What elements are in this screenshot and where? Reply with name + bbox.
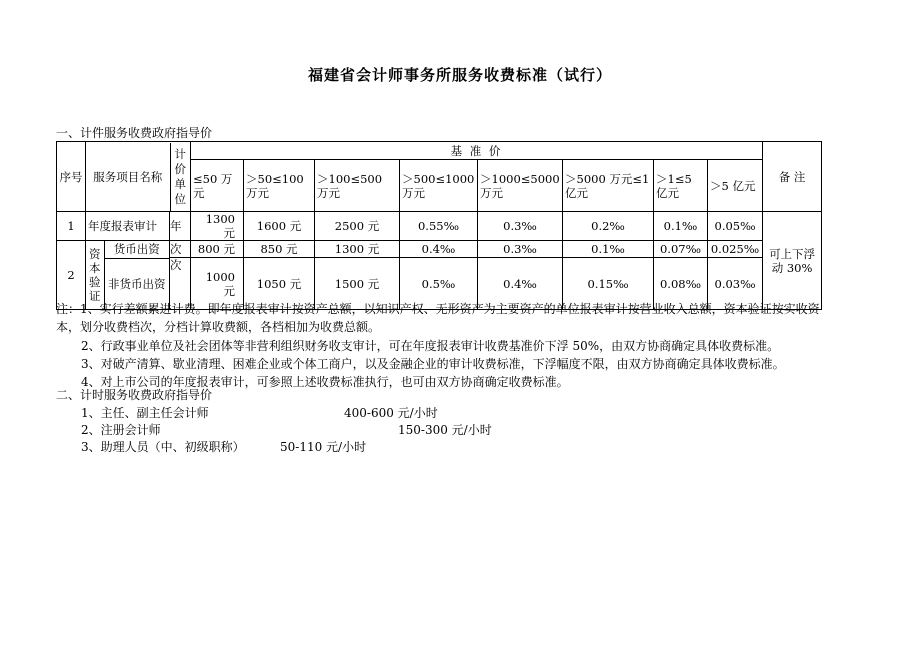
price-cell: 0.07‰: [654, 241, 708, 258]
note-item: 3、对破产清算、歇业清理、困难企业或个体工商户，以及金融企业的审计收费标准，下浮幅度不限，由双方协商确定具体收费标准。: [81, 356, 785, 371]
header-row-1: [57, 142, 822, 160]
tier-header: ＞1≤5 亿元: [654, 160, 708, 212]
tier-header: ＞5000 万元≤1 亿元: [563, 160, 654, 212]
row-seq: 1: [57, 212, 86, 241]
table-row: [57, 241, 822, 258]
remark-cell: 可上下浮动 30%: [763, 212, 822, 310]
row-unit: 次: [170, 258, 191, 310]
note-item: 4、对上市公司的年度报表审计，可参照上述收费标准执行，也可由双方协商确定收费标准。: [81, 375, 569, 390]
row-item: 年度报表审计: [86, 212, 170, 241]
price-cell: 1050 元: [244, 258, 315, 310]
tier-header: ＞50≤100 万元: [244, 160, 315, 212]
price-cell: 1000 元: [191, 258, 244, 310]
page-title: 福建省会计师事务所服务收费标准（试行）: [307, 66, 612, 84]
row-item: 非货币出资: [108, 276, 166, 291]
tier-header: ＞100≤500 万元: [315, 160, 400, 212]
header-item: 服务项目名称: [86, 143, 170, 211]
notes-block: [56, 300, 836, 391]
price-cell: 0.4‰: [400, 241, 478, 258]
price-cell: 0.55‰: [400, 212, 478, 241]
tier-header: ＞1000≤5000 万元: [478, 160, 563, 212]
fee-table: [56, 141, 822, 310]
price-cell: 800 元: [191, 241, 244, 258]
note-item: 注：1、实行差额累进计费。即年度报表审计按资产总额，以知识产权、无形资产为主要资产的单位报表审计按营业收入总额，资本验证按实收资本，划分收费档次，分档计算收费额，各档相加为收费总额。: [56, 302, 820, 335]
hourly-rate: 150-300 元/小时: [398, 423, 492, 437]
tier-header: ＞5 亿元: [708, 160, 763, 212]
price-cell: 1600 元: [244, 212, 315, 241]
row-unit: 次: [170, 241, 191, 258]
hourly-role: 3、助理人员（中、初级职称）: [81, 440, 245, 454]
row-item: 货币出资: [104, 241, 169, 258]
row-seq: 2: [57, 241, 86, 310]
price-cell: 1300 元: [191, 212, 244, 241]
header-base-price: 基 准 价: [191, 142, 763, 160]
tier-header: ≤50 万元: [191, 160, 244, 212]
hourly-role: 1、主任、副主任会计师: [81, 406, 209, 420]
hourly-rate: 50-110 元/小时: [280, 440, 367, 454]
header-remark: 备 注: [763, 142, 822, 212]
price-cell: 0.3‰: [478, 241, 563, 258]
price-cell: 0.1‰: [654, 212, 708, 241]
price-cell: 1500 元: [315, 258, 400, 310]
price-cell: 2500 元: [315, 212, 400, 241]
section2-heading: 二、计时服务收费政府指导价: [56, 388, 213, 402]
price-cell: 0.3‰: [478, 212, 563, 241]
price-cell: 0.025‰: [708, 241, 763, 258]
price-cell: 0.5‰: [400, 258, 478, 310]
price-cell: 0.4‰: [478, 258, 563, 310]
row-group-label: 资本验证: [86, 241, 104, 309]
hourly-role: 2、注册会计师: [81, 423, 161, 437]
price-cell: 850 元: [244, 241, 315, 258]
hourly-rate: 400-600 元/小时: [344, 406, 438, 420]
price-cell: 1300 元: [315, 241, 400, 258]
table-row: [57, 212, 822, 241]
price-cell: 0.05‰: [708, 212, 763, 241]
section1-heading: 一、计件服务收费政府指导价: [56, 126, 213, 140]
price-cell: 0.2‰: [563, 212, 654, 241]
price-cell: 0.08‰: [654, 258, 708, 310]
price-cell: 0.15‰: [563, 258, 654, 310]
header-item-unit: [86, 142, 191, 212]
price-cell: 0.1‰: [563, 241, 654, 258]
price-cell: 0.03‰: [708, 258, 763, 310]
row-unit: 年: [170, 212, 191, 241]
note-item: 2、行政事业单位及社会团体等非营利组织财务收支审计，可在年度报表审计收费基准价下浮 50%，由双方协商确定具体收费标准。: [81, 338, 780, 353]
header-unit: 计价单位: [174, 146, 186, 206]
tier-header: ＞500≤1000 万元: [400, 160, 478, 212]
header-seq: 序号: [57, 142, 86, 212]
